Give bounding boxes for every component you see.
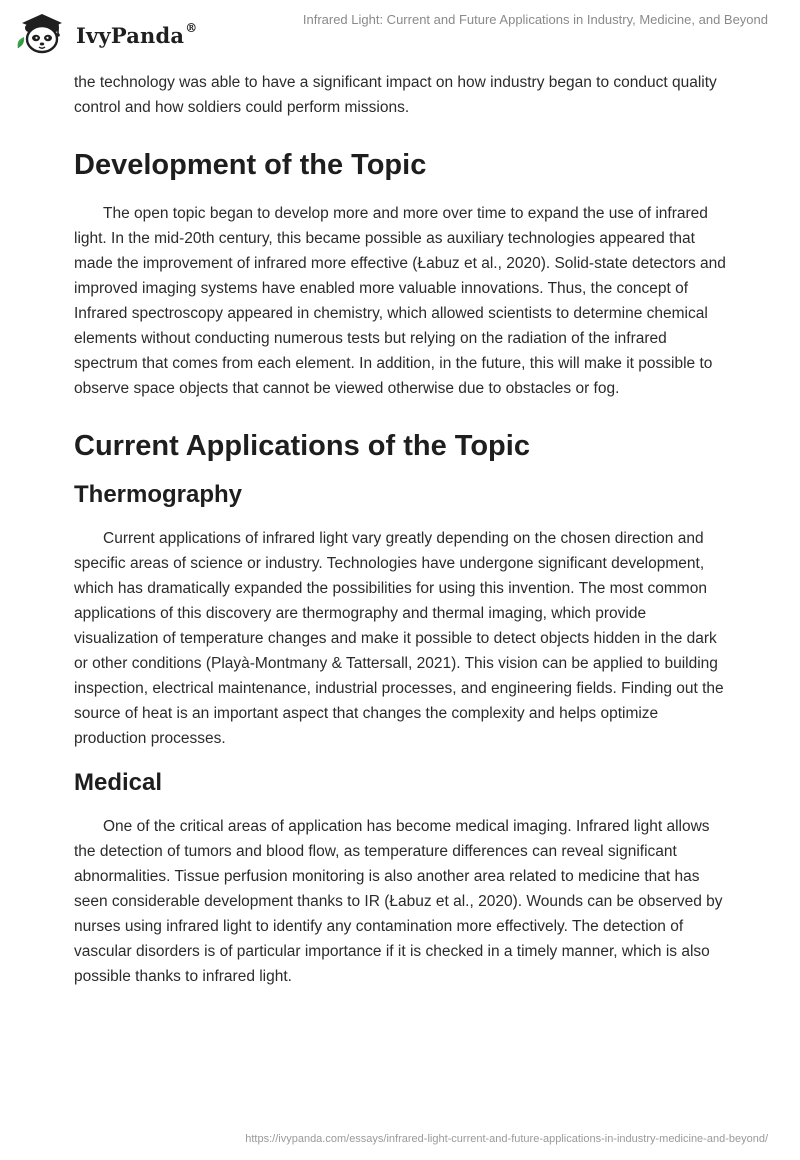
development-heading: Development of the Topic [74, 149, 427, 181]
panda-graduate-icon [12, 10, 68, 56]
source-url[interactable]: https://ivypanda.com/essays/infrared-light-current-and-future-applications-in-industry-medicine-and-beyond/ [245, 1133, 768, 1145]
page-header [0, 0, 800, 60]
intro-paragraph: the technology was able to have a significant impact on how industry began to conduct quality control and how soldiers could perform missions. [74, 74, 717, 116]
thermography-paragraph: Current applications of infrared light vary greatly depending on the chosen direction and specific areas of science or industry. Technologies have undergone significant development, which has dramatically expanded the possibilities for using this invention. The most common applications of this discovery are thermography and thermal imaging, which provide visualization of temperature changes and make it possible to detect objects hidden in the dark or other conditions (Playà-Montmany & Tattersall, 2021). This vision can be applied to building inspection, electrical maintenance, industrial processes, and engineering fields. Finding out the source of heat is an important aspect that changes the complexity and helps optimize production processes. [74, 530, 724, 747]
medical-paragraph: One of the critical areas of application has become medical imaging. Infrared light allows the detection of tumors and blood flow, as temperature differences can reveal significant abnormalities. Tissue perfusion monitoring is also another area related to medicine that has seen considerable development thanks to IR (Łabuz et al., 2020). Wounds can be observed by nurses using infrared light to identify any contamination more effectively. The detection of vascular disorders is of particular importance if it is checked in a timely manner, which is also possible thanks to infrared light. [74, 818, 723, 985]
essay-content [74, 70, 734, 989]
document-title: Infrared Light: Current and Future Applications in Industry, Medicine, and Beyond [302, 12, 768, 27]
ivypanda-logo[interactable] [12, 10, 197, 56]
brand-name: IvyPanda® [76, 20, 198, 48]
thermography-heading: Thermography [74, 481, 243, 508]
current-applications-heading: Current Applications of the Topic [74, 430, 530, 462]
medical-heading: Medical [74, 769, 163, 796]
development-paragraph: The open topic began to develop more and more over time to expand the use of infrared light. In the mid-20th century, this became possible as auxiliary technologies appeared that made the improvement of infrared more effective (Łabuz et al., 2020). Solid-state detectors and improved imaging systems have enabled more valuable innovations. Thus, the concept of Infrared spectroscopy appeared in chemistry, which allowed scientists to determine chemical elements without conducting numerous tests but relying on the radiation of the infrared spectrum that comes from each element. In addition, in the future, this will make it possible to observe space objects that cannot be viewed otherwise due to obstacles or fog. [74, 205, 726, 397]
